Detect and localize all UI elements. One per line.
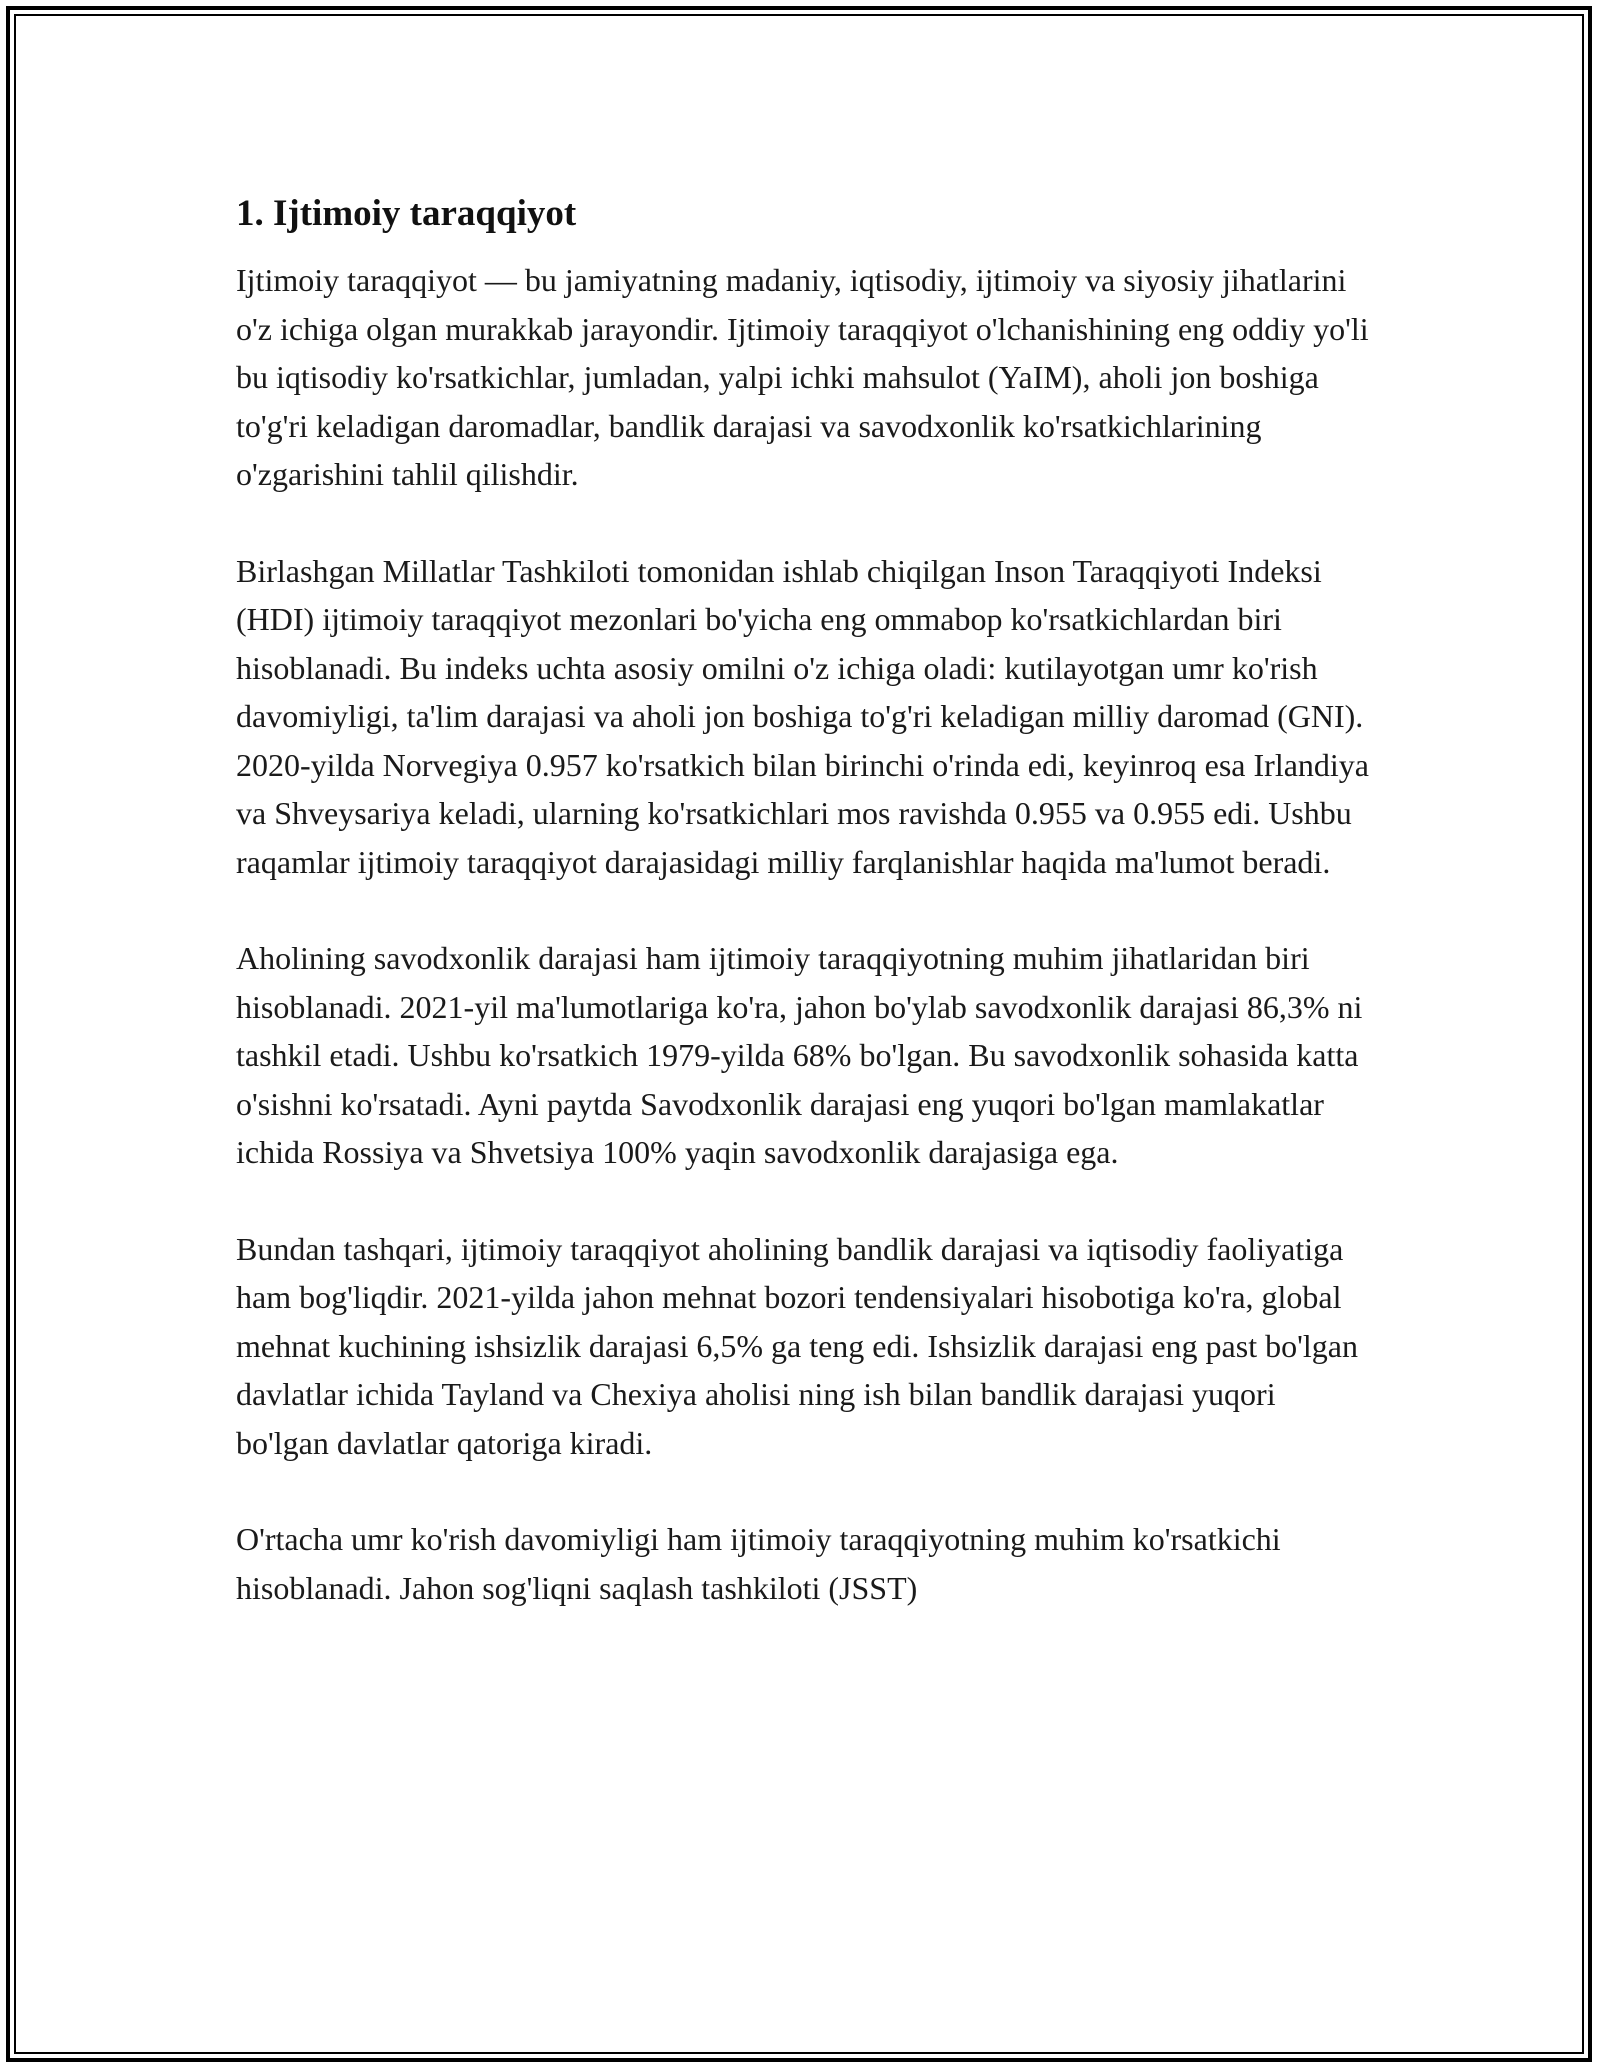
- document-body: [236, 186, 1376, 1660]
- section-heading: 1. Ijtimoiy taraqqiyot: [236, 193, 577, 234]
- paragraph: Aholining savodxonlik darajasi ham ijtimoiy taraqqiyotning muhim jihatlaridan biri hisoblanadi. 2021-yil ma'lumotlariga ko'ra, jahon bo'ylab savodxonlik darajasi 86,3% ni tashkil etadi. Ushbu ko'rsatkich 1979-yilda 68% bo'lgan. Bu savodxonlik sohasida katta o'sishni ko'rsatadi. Ayni paytda Savodxonlik darajasi eng yuqori bo'lgan mamlakatlar ichida Rossiya va Shvetsiya 100% yaqin savodxonlik darajasiga ega.: [236, 940, 1363, 1170]
- paragraph: Bundan tashqari, ijtimoiy taraqqiyot aholining bandlik darajasi va iqtisodiy faoliyatiga ham bog'liqdir. 2021-yilda jahon mehnat bozori tendensiyalari hisobotiga ko'ra, global mehnat kuchining ishsizlik darajasi 6,5% ga teng edi. Ishsizlik darajasi eng past bo'lgan davlatlar ichida Tayland va Chexiya aholisi ning ish bilan bandlik darajasi yuqori bo'lgan davlatlar qatoriga kiradi.: [236, 1230, 1358, 1461]
- paragraph: Birlashgan Millatlar Tashkiloti tomonidan ishlab chiqilgan Inson Taraqqiyoti Indeksi (HDI) ijtimoiy taraqqiyot mezonlari bo'yicha eng ommabop ko'rsatkichlardan biri hisoblanadi. Bu indeks uchta asosiy omilni o'z ichiga oladi: kutilayotgan umr ko'rish davomiyligi, ta'lim darajasi va aholi jon boshiga to'g'ri keladigan milliy daromad (GNI). 2020-yilda Norvegiya 0.957 ko'rsatkich bilan birinchi o'rinda edi, keyinroq esa Irlandiya va Shveysariya keladi, ularning ko'rsatkichlari mos ravishda 0.955 va 0.955 edi. Ushbu raqamlar ijtimoiy taraqqiyot darajasidagi milliy farqlanishlar haqida ma'lumot beradi.: [236, 552, 1369, 880]
- paragraph: Ijtimoiy taraqqiyot — bu jamiyatning madaniy, iqtisodiy, ijtimoiy va siyosiy jihatlarini o'z ichiga olgan murakkab jarayondir. Ijtimoiy taraqqiyot o'lchanishining eng oddiy yo'li bu iqtisodiy ko'rsatkichlar, jumladan, yalpi ichki mahsulot (YaIM), aholi jon boshiga to'g'ri keladigan daromadlar, bandlik darajasi va savodxonlik ko'rsatkichlarining o'zgarishini tahlil qilishdir.: [236, 262, 1369, 492]
- paragraph: O'rtacha umr ko'rish davomiyligi ham ijtimoiy taraqqiyotning muhim ko'rsatkichi hisoblanadi. Jahon sog'liqni saqlash tashkiloti (JSST): [236, 1521, 1281, 1606]
